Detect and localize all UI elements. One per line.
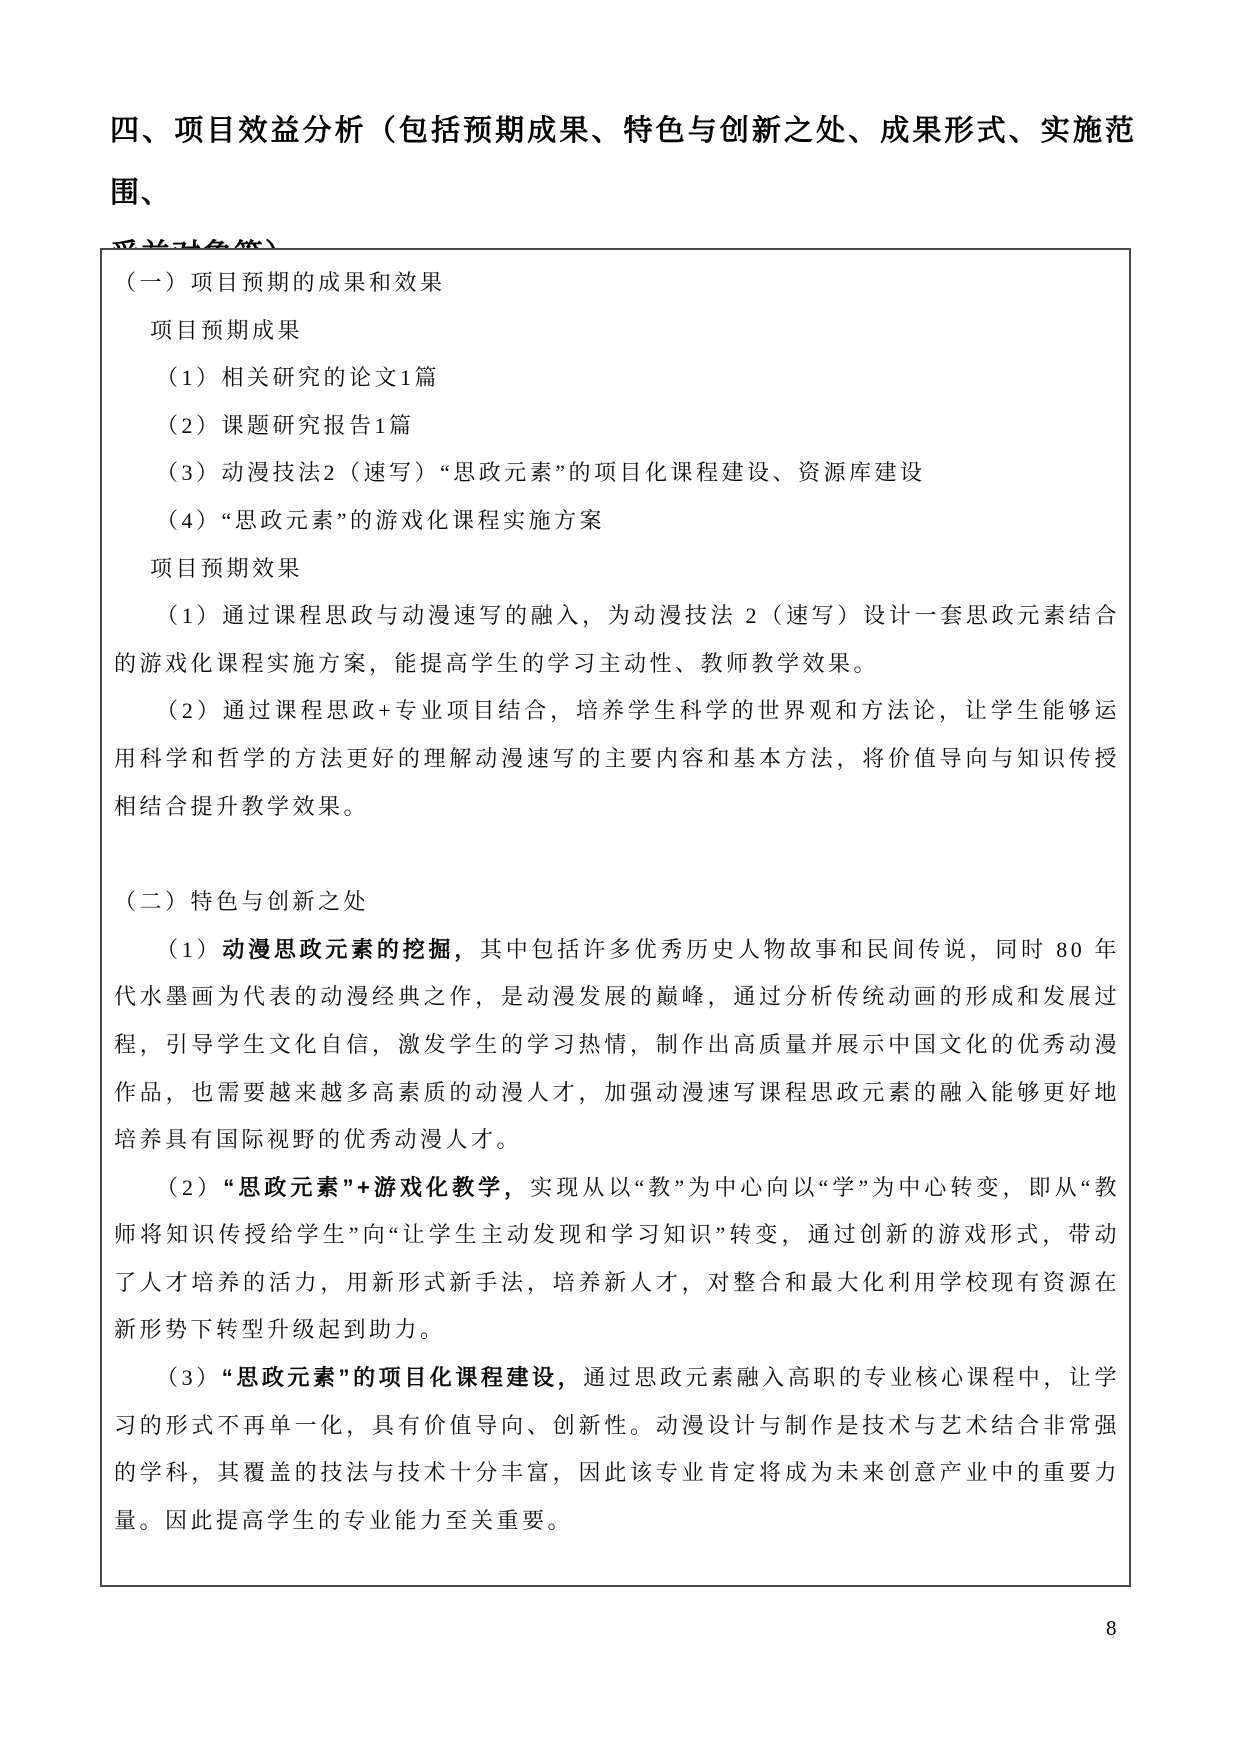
paragraph-prefix: （1）: [156, 936, 223, 962]
section-title-line-1: 四、项目效益分析（包括预期成果、特色与创新之处、成果形式、实施范围、: [110, 115, 1136, 209]
paragraph-heading-features-innovation: （二）特色与创新之处: [114, 889, 370, 915]
paragraph: （1）动漫思政元素的挖掘，其中包括许多优秀历史人物故事和民间传说，同时 80 年代水墨画为代表的动漫经典之作，是动漫发展的巅峰，通过分析传统动画的形成和发展过程，引导学生文化自信，激发学生的学习热情，制作出高质量并展示中国文化的优秀动漫作品，也需要越来越多高素质的动漫人才，加强动漫速写课程思政元素的融入能够更好地培养具有国际视野的优秀动漫人才。: [114, 936, 1120, 1153]
paragraph-subheading-expected-outcomes: 项目预期成果: [150, 317, 304, 343]
paragraph: （1）通过课程思政与动漫速写的融入，为动漫技法 2（速写）设计一套思政元素结合的游戏化课程实施方案，能提高学生的学习主动性、教师教学效果。: [114, 603, 1120, 676]
paragraph-prefix: （2）: [156, 698, 223, 724]
paragraph-prefix: （1）: [156, 603, 223, 629]
paragraph: （2）通过课程思政+专业项目结合，培养学生科学的世界观和方法论，让学生能够运用科学和哲学的方法更好的理解动漫速写的主要内容和基本方法，将价值导向与知识传授相结合提升教学效果。: [114, 698, 1120, 819]
paragraph-subheading-expected-effects: 项目预期效果: [150, 555, 304, 581]
paragraph-heading-expected-results: （一）项目预期的成果和效果: [114, 270, 446, 295]
list-item: （3）动漫技法2（速写）“思政元素”的项目化课程建设、资源库建设: [156, 460, 926, 486]
list-item: （1）相关研究的论文1篇: [156, 365, 441, 391]
paragraph: （3）“思政元素”的项目化课程建设，通过思政元素融入高职的专业核心课程中，让学习的形式不再单一化，具有价值导向、创新性。动漫设计与制作是技术与艺术结合非常强的学科，其覆盖的技法与技术十分丰富，因此该专业肯定将成为未来创意产业中的重要力量。因此提高学生的专业能力至关重要。: [114, 1365, 1120, 1533]
page-number: 8: [1106, 1616, 1117, 1640]
paragraph-prefix: （2）: [156, 1174, 224, 1200]
blank-line: [114, 830, 1120, 878]
content-box: [100, 248, 1131, 1587]
list-item: （4）“思政元素”的游戏化课程实施方案: [156, 507, 606, 533]
list-item: （2）课题研究报告1篇: [156, 412, 415, 438]
paragraph-bold-lead: 动漫思政元素的挖掘，: [222, 936, 481, 962]
paragraph: （2）“思政元素”+游戏化教学，实现从以“教”为中心向以“学”为中心转变，即从“教师将知识传授给学生”向“让学生主动发现和学习知识”转变，通过创新的游戏形式，带动了人才培养的活力，用新形式新手法，培养新人才，对整合和最大化利用学校现有资源在新形势下转型升级起到助力。: [114, 1174, 1120, 1343]
paragraph-bold-lead: “思政元素”的项目化课程建设，: [221, 1365, 584, 1391]
paragraph-bold-lead: “思政元素”+游戏化教学，: [223, 1174, 531, 1200]
paragraph-prefix: （3）: [156, 1365, 222, 1391]
